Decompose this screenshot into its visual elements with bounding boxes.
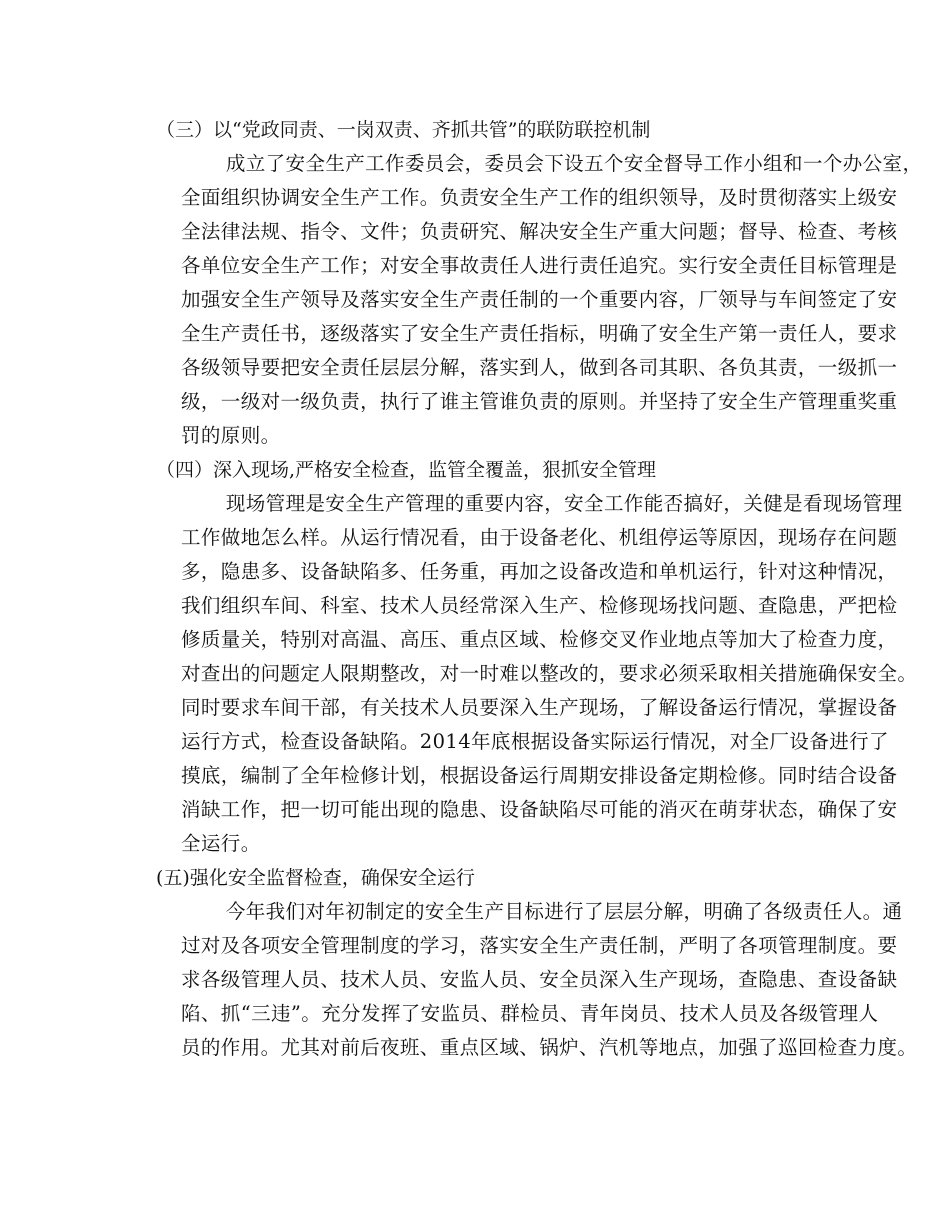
- text-line: 工作做地怎么样。从运行情况看，由于设备老化、机组停运等原因，现场存在问题: [181, 526, 898, 549]
- text-line: 消缺工作，把一切可能出现的隐患、设备缺陷尽可能的消灭在萌芽状态，确保了安: [181, 798, 898, 821]
- section-paragraph-3: [142, 147, 923, 453]
- text-line: 罚的原则。: [181, 424, 281, 447]
- text-line: 员的作用。尤其对前后夜班、重点区域、锅炉、汽机等地点，加强了巡回检查力度。: [181, 1036, 918, 1059]
- text-line: 对查出的问题定人限期整改，对一时难以整改的，要求必须采取相关措施确保安全。: [181, 662, 918, 685]
- text-line: 修质量关，特别对高温、高压、重点区域、检修交叉作业地点等加大了检查力度，: [181, 628, 898, 651]
- text-line: 过对及各项安全管理制度的学习，落实安全生产责任制，严明了各项管理制度。要: [181, 934, 898, 957]
- text-line: 加强安全生产领导及落实安全生产责任制的一个重要内容，厂领导与车间签定了安: [181, 288, 898, 311]
- section-heading-5: (五)强化安全监督检查，确保安全运行: [156, 867, 475, 889]
- section-paragraph-5: [142, 895, 918, 1065]
- text-line: 多，隐患多、设备缺陷多、任务重，再加之设备改造和单机运行，针对这种情况，: [181, 560, 898, 583]
- section-heading-4: （四）深入现场,严格安全检查，监管全覆盖，狠抓安全管理: [156, 459, 657, 481]
- text-line: 运行方式，检查设备缺陷。2014年底根据设备实际运行情况，对全厂设备进行了: [181, 730, 889, 753]
- text-line: 全生产责任书，逐级落实了安全生产责任指标，明确了安全生产第一责任人，要求: [181, 322, 898, 345]
- section-heading-3: （三）以“党政同责、一岗双责、齐抓共管”的联防联控机制: [156, 119, 651, 141]
- text-line: 陷、抓“三违”。充分发挥了安监员、群检员、青年岗员、技术人员及各级管理人: [181, 1002, 879, 1025]
- text-line: 全面组织协调安全生产工作。负责安全生产工作的组织领导，及时贯彻落实上级安: [181, 186, 898, 209]
- text-line: 我们组织车间、科室、技术人员经常深入生产、检修现场找问题、查隐患，严把检: [181, 594, 898, 617]
- text-line: 今年我们对年初制定的安全生产目标进行了层层分解，明确了各级责任人。通: [225, 900, 903, 923]
- text-line: 全运行。: [181, 832, 261, 855]
- text-line: 摸底，编制了全年检修计划，根据设备运行周期安排设备定期检修。同时结合设备: [181, 764, 898, 787]
- document-body: [142, 113, 923, 1065]
- text-line: 同时要求车间干部，有关技术人员要深入生产现场，了解设备运行情况，掌握设备: [181, 696, 898, 719]
- text-line: 求各级管理人员、技术人员、安监人员、安全员深入生产现场，查隐患、查设备缺: [181, 968, 898, 991]
- section-paragraph-4: [142, 487, 918, 861]
- text-line: 各单位安全生产工作；对安全事故责任人进行责任追究。实行安全责任目标管理是: [181, 254, 898, 277]
- text-line: 全法律法规、指令、文件；负责研究、解决安全生产重大问题；督导、检查、考核: [181, 220, 898, 243]
- text-line: 现场管理是安全生产管理的重要内容，安全工作能否搞好，关健是看现场管理: [225, 492, 903, 515]
- text-line: 级，一级对一级负责，执行了谁主管谁负责的原则。并坚持了安全生产管理重奖重: [181, 390, 898, 413]
- text-line: 各级领导要把安全责任层层分解，落实到人，做到各司其职、各负其责，一级抓一: [181, 356, 898, 379]
- text-line: 成立了安全生产工作委员会，委员会下设五个安全督导工作小组和一个办公室，: [225, 152, 923, 175]
